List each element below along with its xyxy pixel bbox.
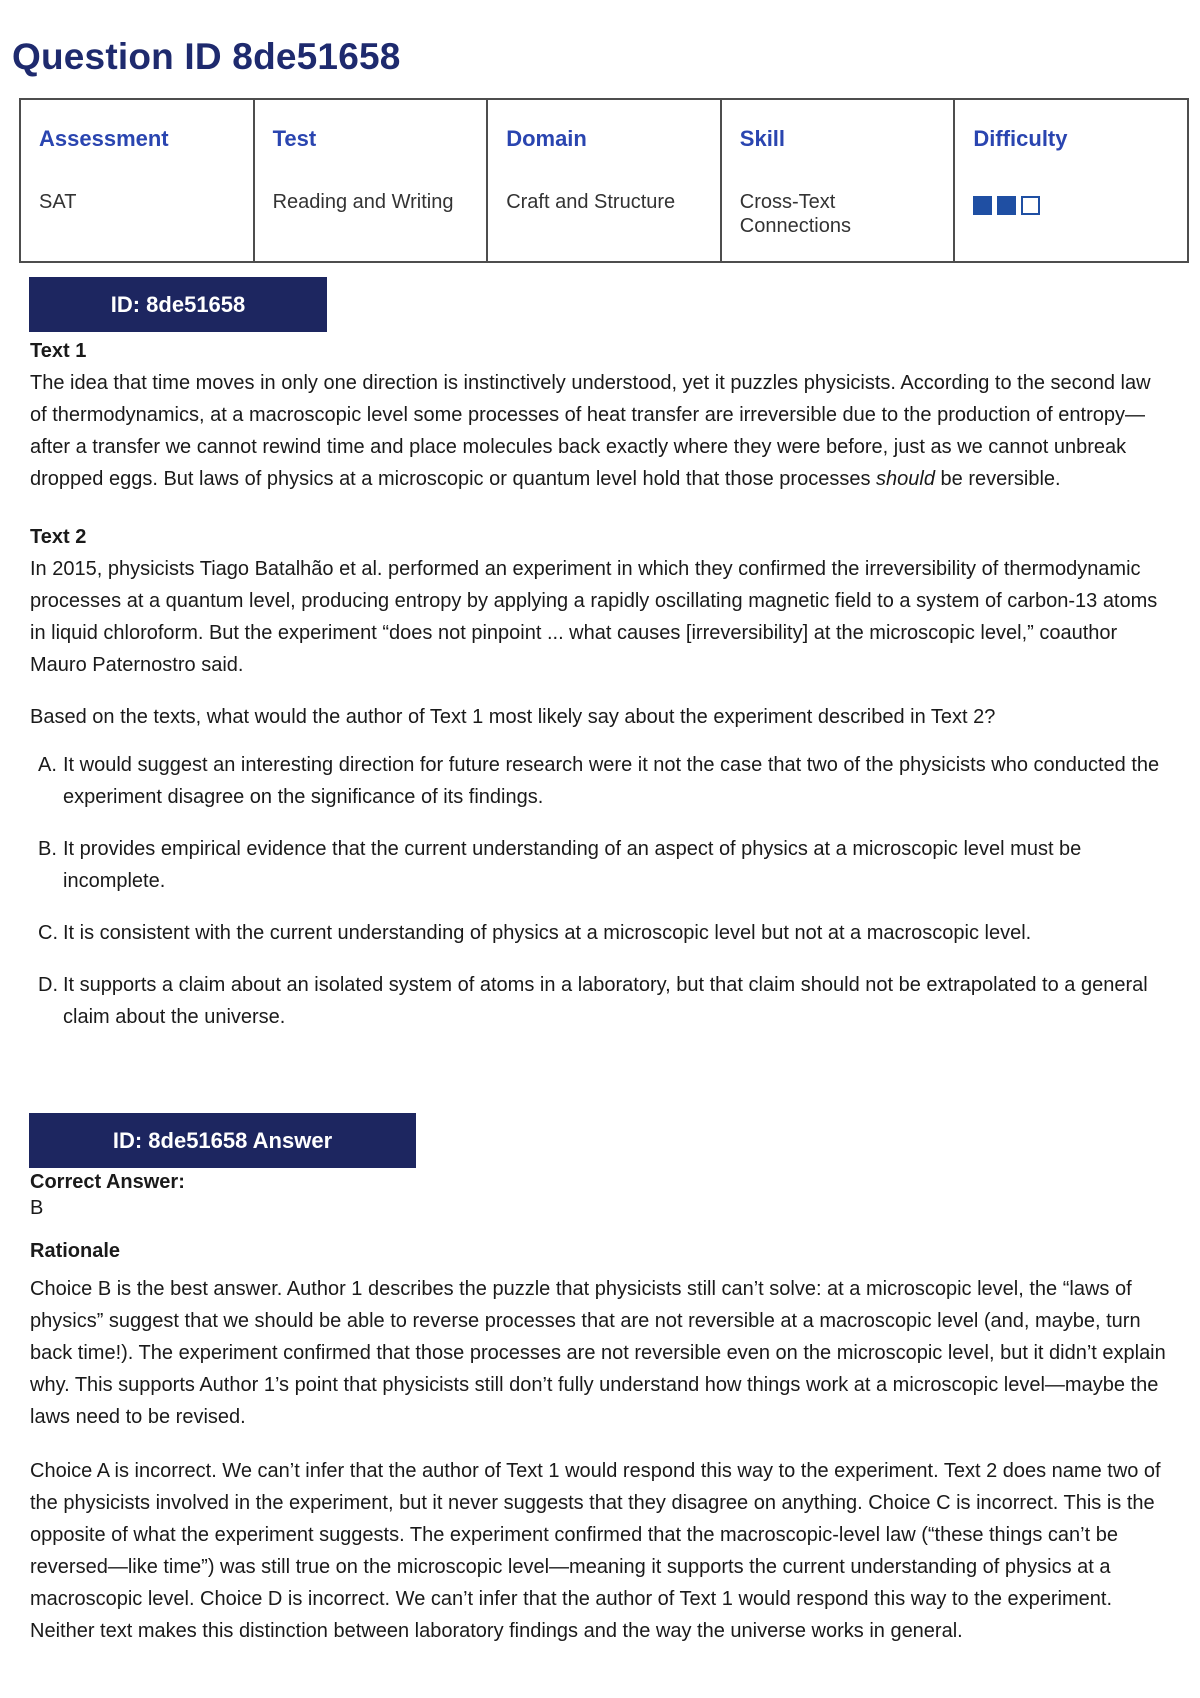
text1-emphasis: should [876, 468, 935, 490]
choice-b[interactable] [30, 833, 1170, 897]
choice-text: It supports a claim about an isolated system of atoms in a laboratory, but that claim should not be extrapolated to a general claim about the universe. [63, 974, 1148, 1028]
question-prompt: Based on the texts, what would the author of Text 1 most likely say about the experiment described in Text 2? [30, 706, 996, 728]
skill-header: Skill [739, 126, 786, 151]
choice-text: It provides empirical evidence that the current understanding of an aspect of physics at a microscopic level must be incomplete. [63, 838, 1082, 892]
meta-cell-assessment [20, 99, 254, 262]
rationale-label: Rationale [30, 1240, 121, 1262]
choice-letter: C. [38, 922, 58, 944]
meta-cell-difficulty [954, 99, 1188, 262]
question-section [30, 335, 1170, 1053]
skill-value: Cross-Text Connections [739, 191, 851, 237]
answer-choices [30, 749, 1170, 1033]
domain-value: Craft and Structure [506, 191, 676, 213]
rationale-paragraph-2: Choice A is incorrect. We can’t infer that the author of Text 1 would respond this way to the experiment. Text 2 does name two of the physicists involved in the experiment, but it never suggests that they disagree on anything. Choice C is incorrect. This is the opposite of what the experiment suggests. The experiment confirmed that the macroscopic-level law (“these things can’t be reversed—like time”) was still true on the microscopic level—meaning it supports the current understanding of physics at a macroscopic level. Choice D is incorrect. We can’t infer that the author of Text 1 would respond this way to the experiment. Neither text makes this distinction between laboratory findings and the way the universe works in general. [30, 1460, 1161, 1642]
text1-passage [30, 367, 1170, 495]
difficulty-square-filled [973, 196, 992, 215]
difficulty-square-filled [997, 196, 1016, 215]
meta-cell-skill [721, 99, 955, 262]
text2-passage: In 2015, physicists Tiago Batalhão et al. performed an experiment in which they confirmed the irreversibility of thermodynamic processes at a quantum level, producing entropy by applying a rapidly oscillating magnetic field to a system of carbon-13 atoms in liquid chloroform. But the experiment “does not pinpoint ... what causes [irreversibility] at the microscopic level,” coauthor Mauro Paternostro said. [30, 558, 1158, 676]
text1-label: Text 1 [30, 340, 87, 362]
test-header: Test [272, 126, 317, 151]
meta-cell-domain [487, 99, 721, 262]
question-id-banner: ID: 8de51658 [29, 277, 327, 332]
domain-header: Domain [506, 126, 587, 151]
question-meta-table [19, 98, 1189, 263]
rationale-paragraph-1: Choice B is the best answer. Author 1 describes the puzzle that physicists still can’t solve: at a microscopic level, the “laws of physics” suggest that we should be able to reverse processes that are not reversible at a macroscopic level (and, maybe, turn back time!). The experiment confirmed that those processes are not reversible even on the microscopic level, but it didn’t explain why. This supports Author 1’s point that physicists still don’t fully understand how things work at a microscopic level—maybe the laws need to be revised. [30, 1278, 1166, 1428]
difficulty-square-empty [1021, 196, 1040, 215]
meta-cell-test [254, 99, 488, 262]
correct-answer-label: Correct Answer: [30, 1171, 185, 1193]
text2-label: Text 2 [30, 526, 87, 548]
choice-text: It would suggest an interesting direction for future research were it not the case that two of the physicists who conducted the experiment disagree on the significance of its findings. [63, 754, 1160, 808]
choice-a[interactable] [30, 749, 1170, 813]
page-title: Question ID 8de51658 [12, 36, 401, 77]
choice-text: It is consistent with the current understanding of physics at a microscopic level but not at a macroscopic level. [63, 922, 1032, 944]
choice-letter: A. [38, 754, 57, 776]
choice-letter: B. [38, 838, 57, 860]
assessment-header: Assessment [39, 126, 169, 151]
answer-id-banner: ID: 8de51658 Answer [29, 1113, 416, 1168]
text1-passage-start: The idea that time moves in only one direction is instinctively understood, yet it puzzles physicists. According to the second law of thermodynamics, at a macroscopic level some processes of heat transfer are irreversible due to the production of entropy—after a transfer we cannot rewind time and place molecules back exactly where they were before, just as we cannot unbreak dropped eggs. But laws of physics at a microscopic or quantum level hold that those processes [30, 372, 1151, 490]
test-value: Reading and Writing [272, 191, 454, 213]
choice-letter: D. [38, 974, 58, 996]
text1-passage-end: be reversible. [934, 468, 1061, 490]
assessment-value: SAT [39, 191, 77, 213]
answer-section [30, 1169, 1170, 1647]
meta-row [20, 99, 1188, 262]
choice-d[interactable] [30, 969, 1170, 1033]
difficulty-indicator [973, 196, 1169, 215]
choice-c[interactable] [30, 917, 1170, 949]
difficulty-header: Difficulty [973, 126, 1068, 151]
correct-answer-value: B [30, 1197, 44, 1219]
